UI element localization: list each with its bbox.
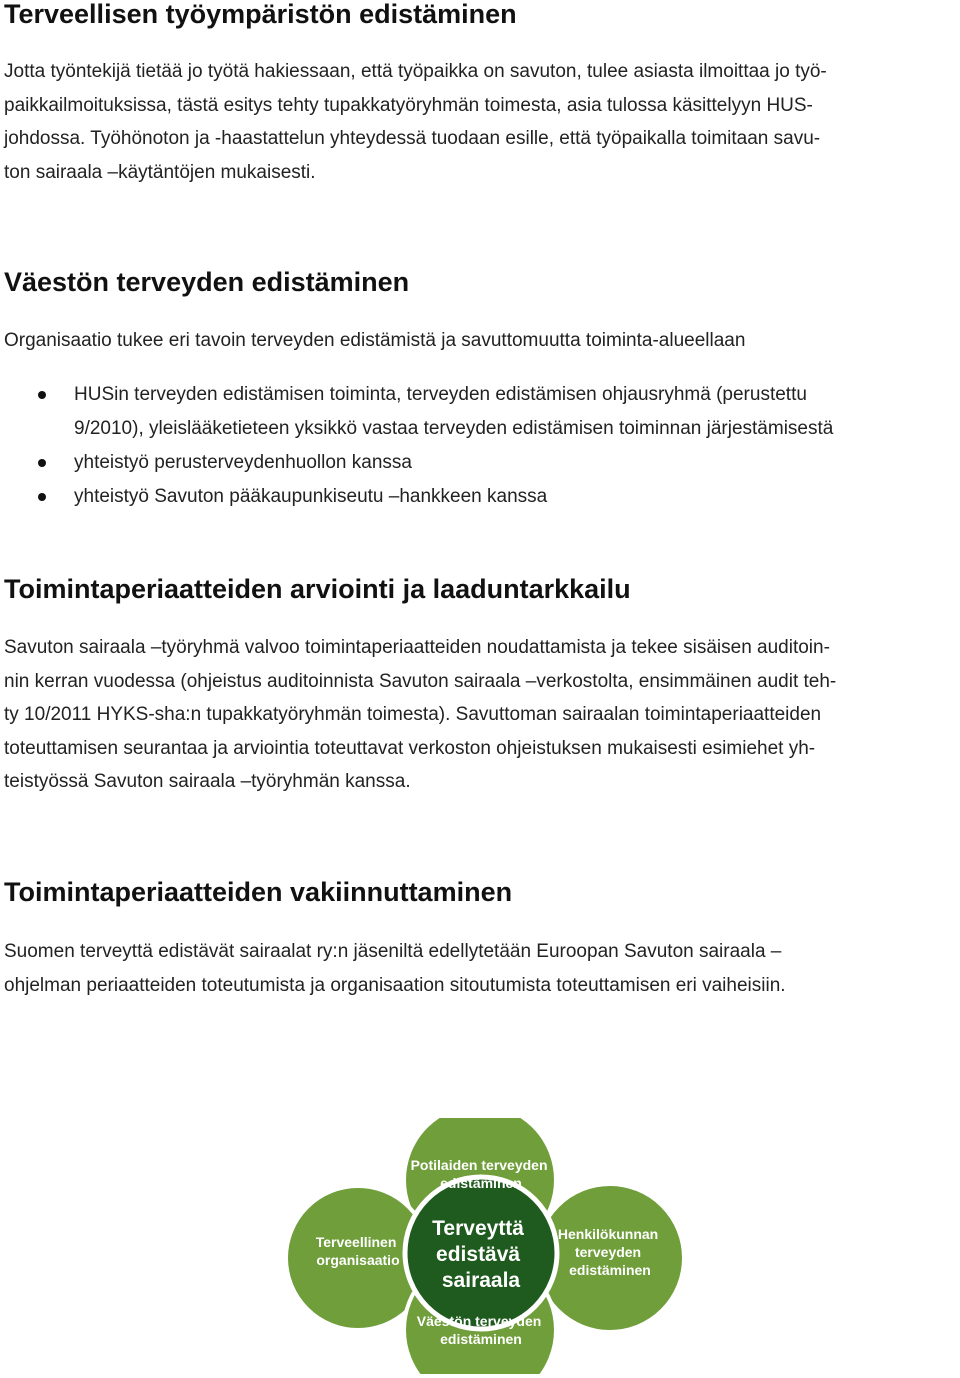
diagram-label-line: sairaala	[441, 1269, 521, 1292]
paragraph-line: toteuttamisen seurantaa ja arviointia toteuttavat verkoston ohjeistuksen mukaisesti esimiehet yh-	[4, 737, 816, 759]
diagram-label-line: edistäminen	[440, 1331, 522, 1347]
paragraph-healthy-workplace	[4, 55, 956, 189]
list-item	[0, 480, 960, 514]
list-item-line: yhteistyö Savuton pääkaupunkiseutu –hankkeen kanssa	[74, 486, 548, 507]
paragraph-line: nin kerran vuodessa (ohjeistus auditoinnista Savuton sairaala –verkostolta, ensimmäinen audit teh-	[4, 670, 837, 692]
bullet-icon	[38, 391, 46, 399]
paragraph-evaluation	[4, 631, 956, 799]
diagram-label-line: Terveyttä	[432, 1217, 524, 1240]
diagram-label-line: organisaatio	[316, 1252, 400, 1268]
paragraph-population-health-intro	[4, 324, 956, 358]
list-item-line: yhteistyö perusterveydenhuollon kanssa	[74, 452, 412, 473]
paragraph-line: Suomen terveyttä edistävät sairaalat ry:n jäseniltä edellytetään Euroopan Savuton sairaala –	[4, 941, 782, 962]
paragraph-line: teistyössä Savuton sairaala –työryhmän kanssa.	[4, 771, 411, 793]
paragraph-line: ty 10/2011 HYKS-sha:n tupakkatyöryhmän toimesta). Savuttoman sairaalan toimintaperiaatteiden	[4, 704, 822, 726]
diagram-label-line: edistäminen	[440, 1175, 522, 1191]
section-heading-establishing: Toimintaperiaatteiden vakiinnuttaminen	[4, 877, 513, 907]
diagram-label-line: edistävä	[436, 1243, 521, 1266]
diagram-label-line: edistäminen	[569, 1262, 651, 1278]
diagram-label-line: terveyden	[574, 1244, 642, 1260]
list-item	[0, 378, 960, 446]
paragraph-line: Jotta työntekijä tietää jo työtä hakiessaan, että työpaikka on savuton, tulee asiasta ilmoittaa jo työ-	[4, 61, 827, 82]
diagram-label-line: Väestön terveyden	[416, 1313, 542, 1329]
diagram-label-line: Potilaiden terveyden	[410, 1157, 548, 1173]
section-heading-population-health: Väestön terveyden edistäminen	[4, 267, 410, 297]
diagram-label-line: Henkilökunnan	[557, 1226, 659, 1242]
bullet-list	[0, 378, 960, 514]
paragraph-line: johdossa. Työhönoton ja -haastattelun yhteydessä tuodaan esille, että työpaikalla toimitaan savu-	[4, 128, 821, 150]
paragraph-line: ohjelman periaatteiden toteutumista ja organisaation sitoutumista toteuttamisen eri vaiheisiin.	[4, 974, 786, 996]
section-heading-healthy-workplace: Terveellisen työympäristön edistäminen	[4, 0, 517, 29]
bullet-icon	[38, 459, 46, 467]
section-heading-evaluation: Toimintaperiaatteiden arviointi ja laaduntarkkailu	[4, 574, 631, 604]
paragraph-line: Organisaatio tukee eri tavoin terveyden edistämistä ja savuttomuutta toiminta-alueellaan	[4, 330, 746, 351]
paragraph-line: paikkailmoituksissa, tästä esitys tehty tupakkatyöryhmän toimesta, asia tulossa käsittelyyn HUS-	[4, 94, 813, 116]
list-item-line: HUSin terveyden edistämisen toiminta, terveyden edistämisen ohjausryhmä (perustettu	[74, 384, 807, 405]
diagram-svg	[280, 1118, 690, 1374]
paragraph-line: Savuton sairaala –työryhmä valvoo toimintaperiaatteiden noudattamista ja tekee sisäisen auditoin-	[4, 637, 830, 658]
bullet-icon	[38, 493, 46, 501]
list-item	[0, 446, 960, 480]
diagram-label-center	[432, 1217, 530, 1292]
paragraph-line: ton sairaala –käytäntöjen mukaisesti.	[4, 161, 316, 183]
diagram-label-line: Terveellinen	[315, 1234, 397, 1250]
paragraph-establishing	[4, 935, 956, 1002]
list-item-line: 9/2010), yleislääketieteen yksikkö vastaa terveyden edistämisen toiminnan järjestämisestä	[74, 418, 834, 439]
health-promoting-hospital-diagram	[280, 1118, 690, 1374]
